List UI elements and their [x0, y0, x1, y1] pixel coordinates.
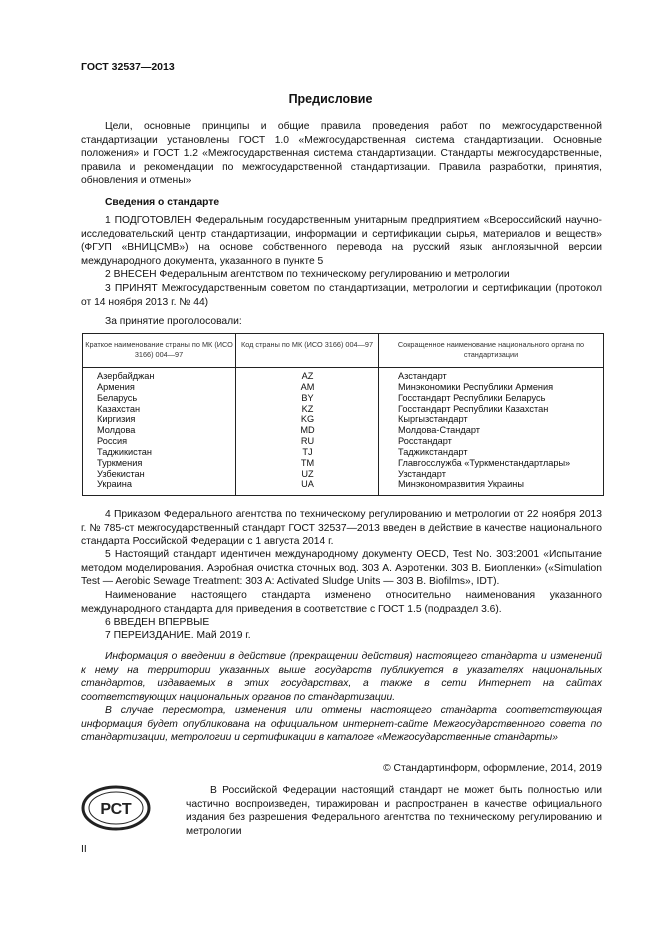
page-title: Предисловие	[288, 92, 373, 106]
item-5-note: Наименование настоящего стандарта изменено относительно наименования указанного международного стандарта для приведения в соответствие с ГОСТ 1.5 (подраздел 3.6).	[81, 590, 602, 615]
intro-paragraph: Цели, основные принципы и общие правила проведения работ по межгосударственной стандартизации установлены ГОСТ 1.0 «Межгосударственная система стандартизации. Основные положения» и ГОСТ 1.2 «Межгосударственная система стандартизации. Стандарты межгосударственные, правила и рекомендации по межгосударственной стандартизации. Правила разработки, принятия, обновления и отмены»	[81, 121, 602, 187]
table-cell-country: Украина	[97, 479, 132, 490]
table-cell-agency: Кыргызстандарт	[398, 414, 468, 425]
table-cell-country: Узбекистан	[97, 468, 145, 479]
table-cell-code: TJ	[302, 446, 313, 457]
header-code: Код страны по МК (ИСО 3166) 004—97	[236, 334, 379, 368]
header-agency: Сокращенное наименование национального органа по стандартизации	[379, 334, 603, 368]
item-1: 1 ПОДГОТОВЛЕН Федеральным государственным унитарным предприятием «Всероссийский научно-исследовательский центр стандартизации, информации и сертификации сырья, материалов и веществ» (ФГУП «ВНИЦСМВ») на основе собственного перевода на русский язык англоязычной версии международного документа, указанного в пункте 5	[81, 215, 602, 267]
item-7: 7 ПЕРЕИЗДАНИЕ. Май 2019 г.	[105, 630, 251, 641]
table-cell-country: Туркмения	[97, 457, 143, 468]
table-cell-agency: Узстандарт	[398, 468, 446, 479]
table-cell-country: Беларусь	[97, 392, 138, 403]
table-cell-code: UZ	[301, 468, 314, 479]
table-cell-code: BY	[301, 392, 314, 403]
table-cell-code: AM	[300, 381, 315, 392]
country-column	[97, 371, 236, 490]
table-cell-country: Молдова	[97, 425, 136, 436]
table-cell-agency: Росстандарт	[398, 436, 452, 447]
table-cell-agency: Минэкономики Республики Армения	[398, 381, 554, 392]
code-column	[236, 371, 379, 490]
info-paragraph-1: Информация о введении в действие (прекращении действия) настоящего стандарта и изменений к нему на территории указанных выше государств публикуется в указателях национальных стандартов, издаваемых в этих государствах, а также в сети Интернет на сайтах соответствующих национальных органов по стандартизации.	[81, 651, 602, 703]
agency-column	[398, 371, 603, 490]
table-cell-agency: Госстандарт Республики Беларусь	[398, 392, 546, 403]
voted-label: За принятие проголосовали:	[105, 316, 242, 327]
table-cell-code: KZ	[301, 403, 314, 414]
item-5: 5 Настоящий стандарт идентичен международному документу OECD, Test No. 303:2001 «Испытание методом моделирования. Аэробная очистка сточных вод. 303 А. Аэротенки. 303 В. Биопленки» («Simulation Test — Aerobic Sewage Treatment: 303 A: Activated Sludge Units — 303 B. Biofilms», IDT).	[81, 549, 602, 588]
table-cell-code: UA	[301, 479, 314, 490]
table-cell-country: Казахстан	[97, 403, 141, 414]
table-cell-country: Россия	[97, 436, 128, 447]
table-cell-agency: Госстандарт Республики Казахстан	[398, 403, 549, 414]
item-3: 3 ПРИНЯТ Межгосударственным советом по стандартизации, метрологии и сертификации (протокол от 14 ноября 2013 г. № 44)	[81, 283, 602, 308]
item-6: 6 ВВЕДЕН ВПЕРВЫЕ	[105, 617, 210, 628]
table-cell-agency: Молдова-Стандарт	[398, 425, 480, 436]
reproduction-notice: В Российской Федерации настоящий стандарт не может быть полностью или частично воспроизведен, тиражирован и распространен в качестве официального издания без разрешения Федерального агентства по техническому регулированию и метрологии	[186, 785, 602, 837]
table-cell-code: MD	[300, 425, 315, 436]
about-heading: Сведения о стандарте	[105, 197, 220, 208]
table-cell-country: Армения	[97, 381, 135, 392]
table-cell-country: Азербайджан	[97, 371, 155, 381]
table-cell-agency: Азстандарт	[398, 371, 447, 381]
page-number: II	[81, 844, 87, 855]
rst-logo	[80, 784, 152, 837]
table-cell-agency: Таджикстандарт	[398, 446, 468, 457]
table-cell-code: TM	[300, 457, 315, 468]
info-paragraph-2: В случае пересмотра, изменения или отмены настоящего стандарта соответствующая информация будет опубликована на официальном интернет-сайте Межгосударственного совета по стандартизации, метрологии и сертификации в каталоге «Межгосударственные стандарты»	[81, 705, 602, 744]
table-cell-country: Киргизия	[97, 414, 136, 425]
countries-table	[82, 333, 604, 496]
doc-code: ГОСТ 32537—2013	[81, 61, 175, 73]
table-cell-agency: Главгосслужба «Туркменстандартлары»	[398, 457, 571, 468]
copyright-line: © Стандартинформ, оформление, 2014, 2019	[383, 763, 602, 774]
header-country: Краткое наименование страны по МК (ИСО 3166) 004—97	[83, 334, 236, 368]
table-cell-code: AZ	[301, 371, 314, 381]
item-4: 4 Приказом Федерального агентства по техническому регулированию и метрологии от 22 ноября 2013 г. № 785-ст межгосударственный стандарт ГОСТ 32537—2013 введен в действие в качестве национального стандарта Российской Федерации с 1 августа 2014 г.	[81, 509, 602, 548]
table-cell-country: Таджикистан	[97, 446, 152, 457]
item-2: 2 ВНЕСЕН Федеральным агентством по техническому регулированию и метрологии	[105, 269, 510, 280]
table-cell-agency: Минэкономразвития Украины	[398, 479, 524, 490]
logo-text: РСТ	[100, 801, 132, 818]
table-cell-code: KG	[300, 414, 315, 425]
table-cell-code: RU	[300, 436, 315, 447]
